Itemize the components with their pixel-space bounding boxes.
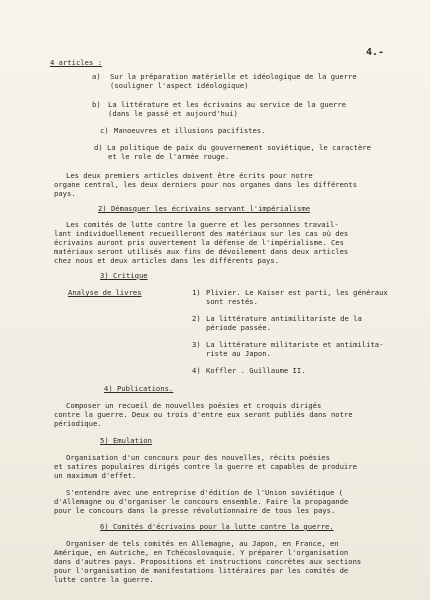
item-d-line1: La politique de paix du gouvernement soviétique, le caractère: [107, 143, 371, 152]
section4-line2: contre la guerre. Deux ou trois d'entre eux seront publiés dans notre: [54, 410, 353, 419]
item-d-line2: et le role de l'armée rouge.: [108, 152, 230, 161]
para1-line1: Les deux premiers articles doivent être écrits pour notre: [66, 171, 313, 180]
book-3-line2: riste au Japon.: [206, 349, 271, 358]
heading: 4 articles :: [50, 58, 102, 67]
item-a-line1: Sur la préparation matérielle et idéologique de la guerre: [110, 72, 357, 81]
book-2-line2: période passée.: [206, 323, 271, 332]
section5-p2-line3: pour le concours dans la presse révolutionnaire de tous les pays.: [54, 506, 336, 515]
item-b-line2: (dans le passé et aujourd'hui): [108, 109, 238, 118]
section2-line1: Les comités de lutte contre la guerre et les personnes travail-: [66, 220, 339, 229]
section4-line1: Composer un recueil de nouvelles poésies et croquis dirigés: [66, 401, 322, 410]
section3-title: 3) Critique: [100, 271, 148, 280]
book-1-line1: Plivier. Le Kaiser est parti, les généraux: [206, 288, 388, 297]
book-3-label: 3): [192, 340, 201, 349]
book-4-line1: Koffler . Guillaume II.: [206, 366, 306, 375]
section5-p1-line3: un maximum d'effet.: [54, 471, 137, 480]
book-4-label: 4): [192, 366, 201, 375]
item-b-line1: La littérature et les écrivains au service de la guerre: [108, 100, 346, 109]
book-1-line2: sont restés.: [206, 297, 258, 306]
item-d-label: d): [94, 143, 103, 152]
item-a-line2: (souligner l'aspect idéologique): [110, 81, 249, 90]
section5-p2-line2: d'Allemagne ou d'organiser le concours ensemble. Faire la propagande: [54, 497, 349, 506]
section6-line5: lutte contre la guerre.: [54, 575, 154, 584]
section6-line4: pour l'organisation de manifestations littéraires par les comités de: [54, 566, 349, 575]
section6-line2: Amérique, en Autriche, en Tchécoslovaquie. Y préparer l'organisation: [54, 548, 349, 557]
section5-p1-line1: Organisation d'un concours pour des nouvelles, récits poésies: [66, 453, 330, 462]
section4-line3: périodique.: [54, 419, 102, 428]
para1-line2: organe central, les deux derniers pour nos organes dans les différents: [54, 180, 357, 189]
section5-p2-line1: S'entendre avec une entreprise d'édition de l'Union soviétique (: [66, 488, 343, 497]
section4-title: 4) Publications.: [104, 384, 174, 393]
item-c-line1: Manoeuvres et illusions pacifistes.: [114, 126, 266, 135]
analyses-label: Analyse de livres: [68, 288, 142, 297]
book-2-label: 2): [192, 314, 201, 323]
para1-line3: pays.: [54, 189, 76, 198]
section2-line4: matériaux seront utilisés aux fins de dévoilement dans deux articles: [54, 247, 349, 256]
section6-line1: Organiser de tels comités en Allemagne, au Japon, en France, en: [66, 539, 339, 548]
section6-title: 6) Comités d'écrivains pour la lutte contre la guerre.: [100, 522, 334, 531]
section5-p1-line2: et satires populaires dirigés contre la guerre et capables de produire: [54, 462, 357, 471]
section2-line2: lant individuellement recueilleront des matériaux sur les cas où des: [54, 229, 349, 238]
section2-line5: chez nous et deux articles dans les différents pays.: [54, 256, 280, 265]
item-c-label: c): [100, 126, 109, 135]
book-1-label: 1): [192, 288, 201, 297]
section2-title: 2) Démasquer les écrivains servant l'impérialisme: [98, 204, 311, 213]
section2-line3: écrivains auront pris ouvertement la défense de l'impérialisme. Ces: [54, 238, 344, 247]
page-number: 4.-: [366, 47, 385, 58]
item-b-label: b): [92, 100, 101, 109]
book-2-line1: La littérature antimilitariste de la: [206, 314, 362, 323]
section5-title: 5) Emulation: [100, 436, 152, 445]
book-3-line1: La littérature militariste et antimilita-: [206, 340, 384, 349]
item-a-label: a): [92, 72, 101, 81]
section6-line3: dans d'autres pays. Propositions et instructions concrètes aux sections: [54, 557, 362, 566]
